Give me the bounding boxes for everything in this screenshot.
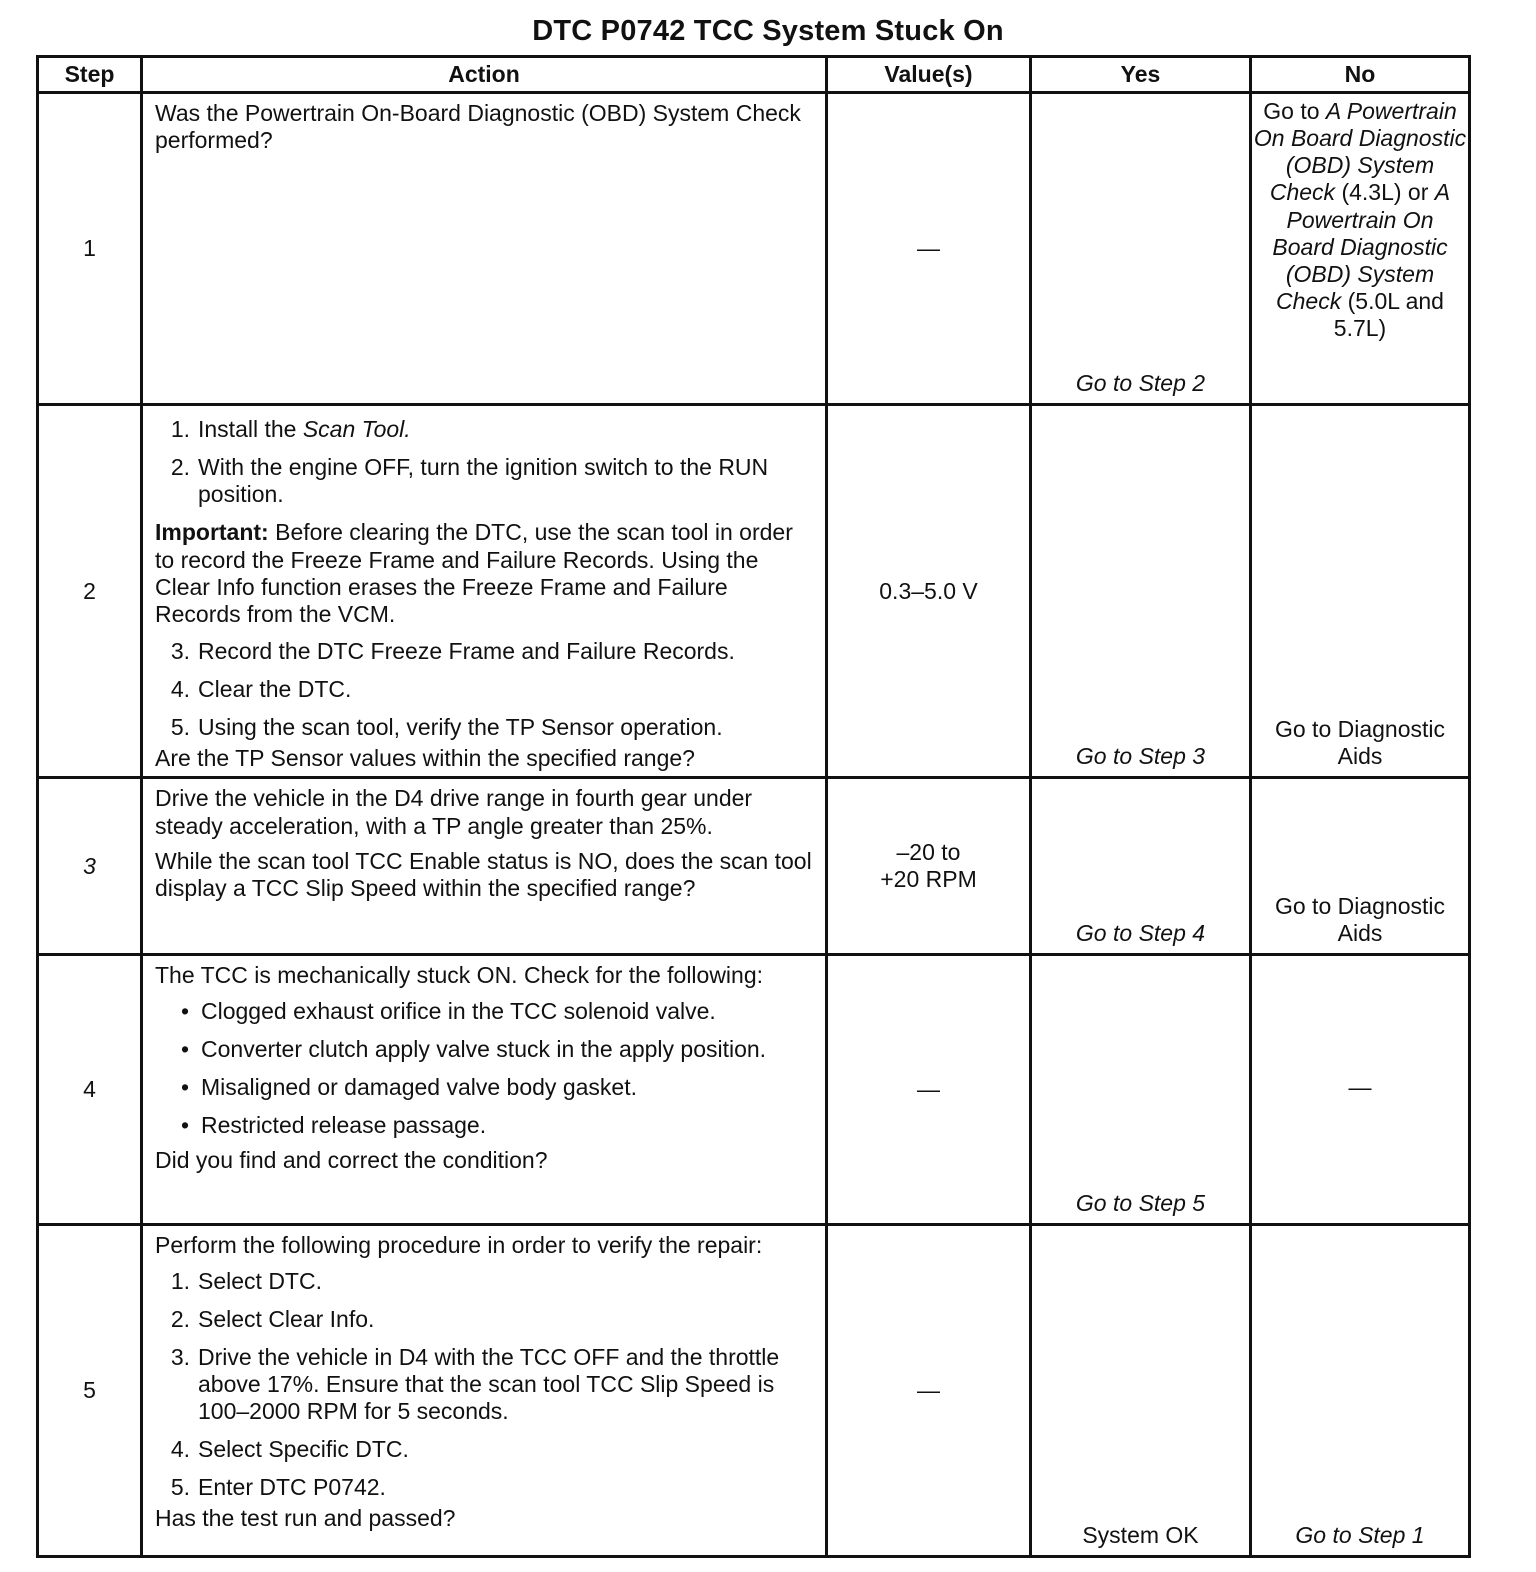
list-item: 4. Select Specific DTC. bbox=[170, 1436, 409, 1463]
checklist bbox=[155, 998, 815, 1140]
action-cell bbox=[142, 778, 827, 955]
action-cell bbox=[142, 93, 827, 405]
action-text: Perform the following procedure in order to verify the repair: bbox=[155, 1232, 763, 1259]
list-item: • Clogged exhaust orifice in the TCC solenoid valve. bbox=[180, 997, 716, 1024]
yes-cell: Go to Step 5 bbox=[1031, 955, 1251, 1225]
diagnostic-table bbox=[36, 55, 1471, 1558]
list-item: 2. Select Clear Info. bbox=[170, 1305, 375, 1332]
action-question: Was the Powertrain On-Board Diagnostic (OBD) System Check performed? bbox=[155, 100, 801, 154]
table-row bbox=[38, 955, 1470, 1225]
action-cell bbox=[142, 1225, 827, 1557]
yes-cell: Go to Step 3 bbox=[1031, 405, 1251, 778]
page-title: DTC P0742 TCC System Stuck On bbox=[532, 15, 1004, 47]
header-action: Action bbox=[142, 57, 827, 93]
list-item: • Misaligned or damaged valve body gasket. bbox=[180, 1073, 637, 1100]
yes-cell: System OK bbox=[1031, 1225, 1251, 1557]
no-suffix: (4.3L) or bbox=[1341, 179, 1429, 206]
step-number: 3 bbox=[38, 778, 142, 955]
action-question: Has the test run and passed? bbox=[155, 1505, 456, 1532]
step-number: 4 bbox=[38, 955, 142, 1225]
procedure-list bbox=[155, 1268, 815, 1502]
action-text: Drive the vehicle in the D4 drive range in fourth gear under steady acceleration, with a TP angle greater than 25%. bbox=[155, 785, 753, 839]
table-row bbox=[38, 405, 1470, 778]
value-cell: 0.3–5.0 V bbox=[827, 405, 1031, 778]
action-cell bbox=[142, 405, 827, 778]
list-item: 3. Record the DTC Freeze Frame and Failure Records. bbox=[170, 637, 735, 664]
value-cell: –20 to +20 RPM bbox=[827, 778, 1031, 955]
obd-check-link[interactable]: A Powertrain On Board Diagnostic (OBD) System Check bbox=[1253, 98, 1467, 206]
list-item: 1. Install the Scan Tool. bbox=[170, 416, 411, 442]
list-item: 3. Drive the vehicle in D4 with the TCC OFF and the throttle above 17%. Ensure that the scan tool TCC Slip Speed is 100–2000 RPM for 5 seconds. bbox=[170, 1343, 780, 1424]
procedure-list bbox=[155, 416, 815, 508]
important-note: Important: Before clearing the DTC, use the scan tool in order to record the Freeze Frame and Failure Records. Using the Clear Info function erases the Freeze Frame and Failure Records from the VCM. bbox=[155, 519, 793, 627]
no-prefix: Go to bbox=[1263, 98, 1320, 124]
header-no: No bbox=[1251, 57, 1470, 93]
step-number: 1 bbox=[38, 93, 142, 405]
table-row bbox=[38, 778, 1470, 955]
header-yes: Yes bbox=[1031, 57, 1251, 93]
table-header-row bbox=[38, 57, 1470, 93]
header-step: Step bbox=[38, 57, 142, 93]
no-cell: — bbox=[1251, 955, 1470, 1225]
action-question: While the scan tool TCC Enable status is NO, does the scan tool display a TCC Slip Speed within the specified range? bbox=[155, 847, 812, 901]
action-text: The TCC is mechanically stuck ON. Check for the following: bbox=[155, 962, 764, 989]
no-suffix: (5.0L and 5.7L) bbox=[1333, 287, 1444, 341]
no-cell: Go to Diagnostic Aids bbox=[1251, 778, 1470, 955]
yes-cell: Go to Step 4 bbox=[1031, 778, 1251, 955]
action-cell bbox=[142, 955, 827, 1225]
list-item: • Restricted release passage. bbox=[180, 1111, 487, 1138]
procedure-list bbox=[155, 638, 815, 741]
header-value: Value(s) bbox=[827, 57, 1031, 93]
yes-cell: Go to Step 2 bbox=[1031, 93, 1251, 405]
list-item: 5. Enter DTC P0742. bbox=[170, 1474, 386, 1501]
step-number: 5 bbox=[38, 1225, 142, 1557]
list-item: 4. Clear the DTC. bbox=[170, 676, 352, 702]
list-item: 5. Using the scan tool, verify the TP Sensor operation. bbox=[170, 714, 723, 741]
no-cell: Go to Step 1 bbox=[1251, 1225, 1470, 1557]
no-cell bbox=[1251, 93, 1470, 405]
step-number: 2 bbox=[38, 405, 142, 778]
action-question: Are the TP Sensor values within the specified range? bbox=[155, 745, 695, 772]
list-item: • Converter clutch apply valve stuck in the apply position. bbox=[180, 1035, 767, 1062]
list-item: 1. Select DTC. bbox=[170, 1267, 322, 1294]
action-question: Did you find and correct the condition? bbox=[155, 1147, 548, 1173]
value-cell: — bbox=[827, 93, 1031, 405]
table-row bbox=[38, 1225, 1470, 1557]
obd-check-link[interactable]: A Powertrain On Board Diagnostic (OBD) System Check bbox=[1272, 179, 1451, 314]
value-cell: — bbox=[827, 955, 1031, 1225]
no-cell: Go to Diagnostic Aids bbox=[1251, 405, 1470, 778]
table-row bbox=[38, 93, 1470, 405]
list-item: 2. With the engine OFF, turn the ignition switch to the RUN position. bbox=[170, 454, 769, 508]
value-cell: — bbox=[827, 1225, 1031, 1557]
